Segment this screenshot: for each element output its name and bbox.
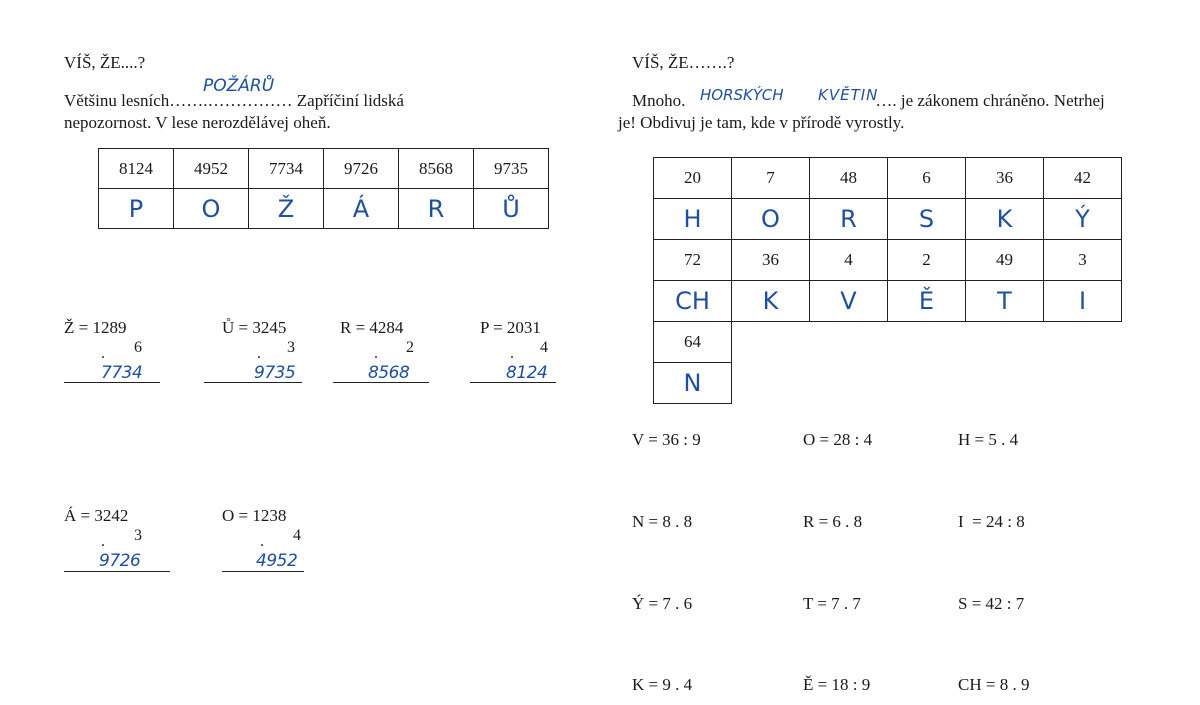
equation: V = 36 : 9 [632,430,701,449]
task-multiplier: 3 [134,527,142,544]
task-multiplier: 4 [540,339,548,356]
task-dot: . [374,345,378,362]
code-letter: P [99,189,174,229]
task-dot: . [260,533,264,550]
code-letter: S [888,199,966,240]
code-number: 7734 [249,149,324,189]
task-result: 9726 [99,551,141,571]
table-empty-area [732,363,1122,404]
task-label: P = 2031 [480,318,541,337]
right-code-table [653,157,1122,404]
code-letter: H [654,199,732,240]
equation: H = 5 . 4 [958,430,1019,449]
code-letter: K [966,199,1044,240]
left-sentence-line2: nepozornost. V lese nerozdělávej oheň. [64,113,331,132]
right-handwritten-word1: HORSKÝCH [700,86,784,104]
code-letter: K [732,281,810,322]
left-handwritten-answer: POŽÁRŮ [203,76,275,96]
equation: T = 7 . 7 [803,594,861,613]
code-letter: R [810,199,888,240]
code-letter: O [174,189,249,229]
right-handwritten-word2: KVĚTIN [818,86,879,104]
code-letter: CH [654,281,732,322]
task-multiplier: 6 [134,339,142,356]
code-number: 3 [1044,240,1122,281]
code-number: 4 [810,240,888,281]
equation: N = 8 . 8 [632,512,693,531]
task-multiplier: 3 [287,339,295,356]
code-number: 7 [732,158,810,199]
code-number: 72 [654,240,732,281]
task-dot: . [257,345,261,362]
code-letter: Ě [888,281,966,322]
equation: I = 24 : 8 [958,512,1025,531]
code-letter: T [966,281,1044,322]
code-letter: Ů [474,189,549,229]
equation: R = 6 . 8 [803,512,863,531]
task-label: O = 1238 [222,506,287,525]
left-code-table [98,148,549,229]
task-result: 9735 [254,363,296,383]
right-sentence-line1: Mnoho. …. je zákonem chráněno. Netrhej [632,91,1105,110]
code-letter: I [1044,281,1122,322]
task-dot: . [101,533,105,550]
code-number: 9735 [474,149,549,189]
task-underline [204,382,302,383]
code-number: 64 [654,322,732,363]
task-dot: . [510,345,514,362]
code-letter: N [654,363,732,404]
code-number: 42 [1044,158,1122,199]
code-letter: Á [324,189,399,229]
task-result: 8124 [506,363,548,383]
code-number: 8124 [99,149,174,189]
left-sentence-line1: Většinu lesních…….…………… Zapříčiní lidská [64,91,404,110]
task-result: 7734 [101,363,143,383]
task-result: 8568 [368,363,410,383]
code-number: 20 [654,158,732,199]
code-number: 49 [966,240,1044,281]
right-sentence-line2: je! Obdivuj je tam, kde v přírodě vyrostly. [618,113,905,132]
right-title: VÍŠ, ŽE…….? [632,53,735,72]
task-underline [470,382,556,383]
code-number: 8568 [399,149,474,189]
code-letter: V [810,281,888,322]
task-result: 4952 [256,551,298,571]
task-label: R = 4284 [340,318,404,337]
code-number: 6 [888,158,966,199]
equation: O = 28 : 4 [803,430,873,449]
task-label: Ž = 1289 [64,318,127,337]
task-underline [64,571,170,572]
code-letter: O [732,199,810,240]
equation: CH = 8 . 9 [958,675,1030,694]
task-dot: . [101,345,105,362]
code-letter: Ý [1044,199,1122,240]
code-number: 36 [732,240,810,281]
equation: S = 42 : 7 [958,594,1025,613]
task-underline [64,382,160,383]
task-label: Ů = 3245 [222,318,287,337]
task-multiplier: 2 [406,339,414,356]
code-letter: Ž [249,189,324,229]
task-label: Á = 3242 [64,506,129,525]
equation: Ě = 18 : 9 [803,675,871,694]
code-number: 36 [966,158,1044,199]
code-number: 9726 [324,149,399,189]
equation: Ý = 7 . 6 [632,594,693,613]
code-number: 4952 [174,149,249,189]
code-letter: R [399,189,474,229]
task-underline [222,571,304,572]
task-underline [333,382,429,383]
code-number: 2 [888,240,966,281]
equation: K = 9 . 4 [632,675,693,694]
table-empty-area [732,322,1122,363]
task-multiplier: 4 [293,527,301,544]
code-number: 48 [810,158,888,199]
left-title: VÍŠ, ŽE....? [64,53,146,72]
